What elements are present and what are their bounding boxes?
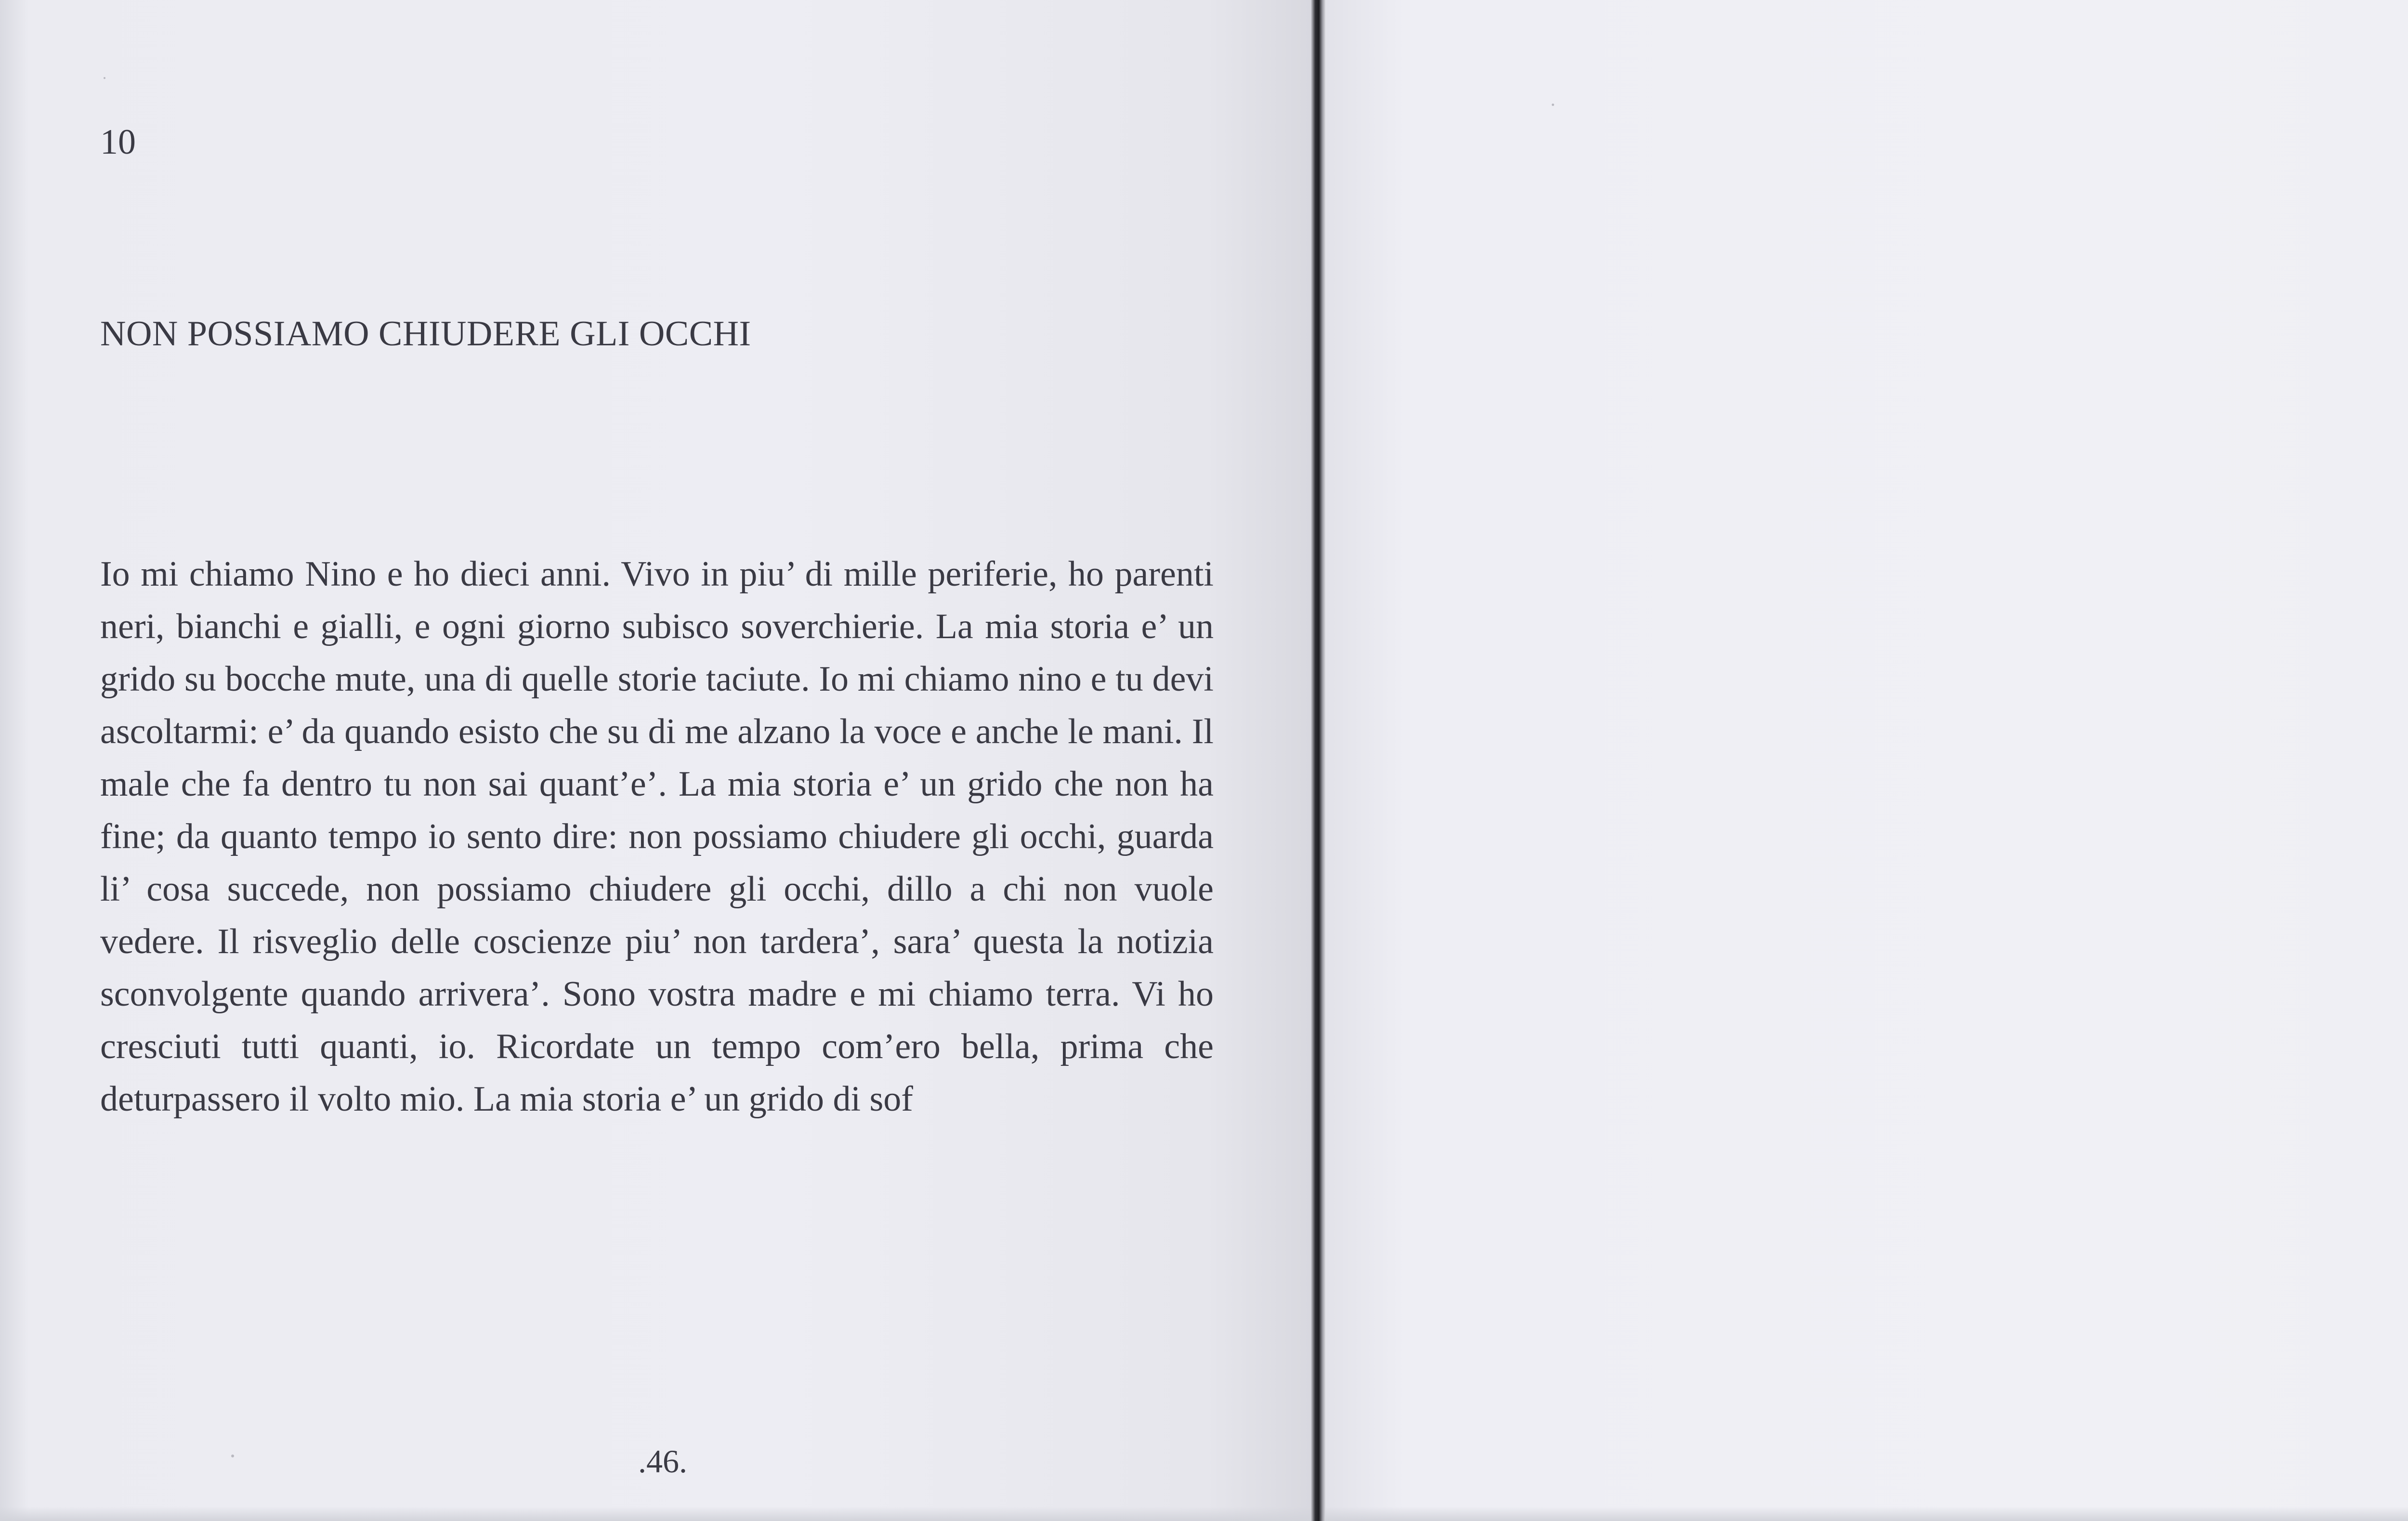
- paper-speck: [231, 1455, 234, 1457]
- right-page: [1325, 0, 2408, 1521]
- left-page-body-text: Io mi chiamo Nino e ho dieci anni. Vivo in piu’ di mille periferie, ho parenti neri, bianchi e gialli, e ogni giorno subisco soverchierie. La mia storia e’ un grido su bocche mute, una di quelle storie taciute. Io mi chiamo nino e tu devi ascoltarmi: e’ da quando esisto che su di me alzano la voce e anche le mani. Il male che fa dentro tu non sai quant’e’. La mia storia e’ un grido che non ha fine; da quanto tempo io sento dire: non possiamo chiudere gli occhi, guarda li’ cosa succede, non possiamo chiudere gli occhi, dillo a chi non vuole vedere. Il risveglio delle coscienze piu’ non tardera’, sara’ questa la notizia sconvolgente quando arrivera’. Sono vostra madre e mi chiamo terra. Vi ho cresciuti tutti quanti, io. Ricordate un tempo com’ero bella, prima che deturpassero il volto mio. La mia storia e’ un grido di sof: [100, 554, 1214, 1119]
- page-bottom-shadow: [0, 1507, 1311, 1521]
- paper-speck: [104, 77, 105, 79]
- paper-speck: [1552, 104, 1554, 106]
- book-spine: [1311, 0, 1325, 1521]
- chapter-number: 10: [100, 122, 136, 162]
- chapter-title: NON POSSIAMO CHIUDERE GLI OCCHI: [100, 314, 751, 354]
- page-bottom-shadow: [1325, 1507, 2408, 1521]
- left-page-number: .46.: [638, 1443, 687, 1480]
- page-edge-shadow: [0, 0, 29, 1521]
